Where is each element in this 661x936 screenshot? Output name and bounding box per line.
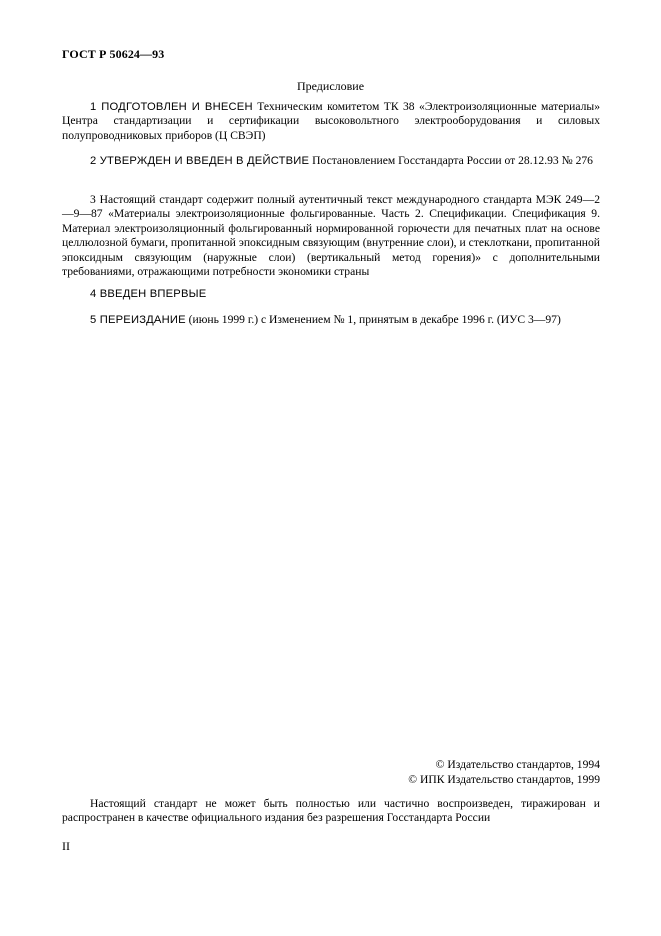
copyright-line-1: © Издательство стандартов, 1994 [435, 758, 600, 771]
preface-title: Предисловие [296, 79, 365, 93]
copyright-line-2: © ИПК Издательство стандартов, 1999 [408, 772, 600, 786]
preface-item-1-lead: 1 ПОДГОТОВЛЕН И ВНЕСЕН [90, 101, 253, 113]
preface-item-5-lead: 5 ПЕРЕИЗДАНИЕ [90, 314, 186, 326]
preface-item-3-text: 3 Настоящий стандарт содержит полный аутентичный текст международного стандарта МЭК 249—2—9—87 «Материалы электроизоляционные фольгированные. Часть 2. Спецификации. Спецификация 9. Материал электроизоляционный фольгированный нормированной горючести для печатных плат на основе целлюлозной бумаги, пропитанной эпоксидным связующим (внутренние слои), и стеклоткани, пропитанной эпоксидным связующим (наружные слои) (вертикальный метод горения)» с дополнительными требованиями, отражающими потребности экономики страны [62, 193, 600, 279]
page-number: II [62, 839, 70, 853]
preface-item-5-text: (июнь 1999 г.) с Изменением № 1, принятым в декабре 1996 г. (ИУС 3—97) [185, 313, 561, 326]
preface-item-2-text: Постановлением Госстандарта России от 28.12.93 № 276 [309, 154, 593, 167]
preface-item-2 [62, 154, 600, 168]
reproduction-notice: Настоящий стандарт не может быть полностью или частично воспроизведен, тиражирован и распространен в качестве официального издания без разрешения Госстандарта России [62, 797, 600, 825]
preface-item-1-text: Техническим комитетом ТК 38 «Электроизоляционные материалы» Центра стандартизации и сертификации высоковольтного электрооборудования и силовых полупроводниковых приборов (Ц СВЭП) [62, 100, 600, 142]
preface-item-2-lead: 2 УТВЕРЖДЕН И ВВЕДЕН В ДЕЙСТВИЕ [90, 155, 310, 167]
preface-item-4-lead: 4 ВВЕДЕН ВПЕРВЫЕ [90, 288, 207, 300]
preface-item-4 [62, 287, 600, 301]
preface-item-3 [62, 193, 600, 279]
document-number: ГОСТ Р 50624—93 [62, 47, 165, 61]
copyright-block [408, 758, 600, 787]
preface-item-1 [62, 100, 600, 143]
preface-item-5 [62, 313, 600, 327]
